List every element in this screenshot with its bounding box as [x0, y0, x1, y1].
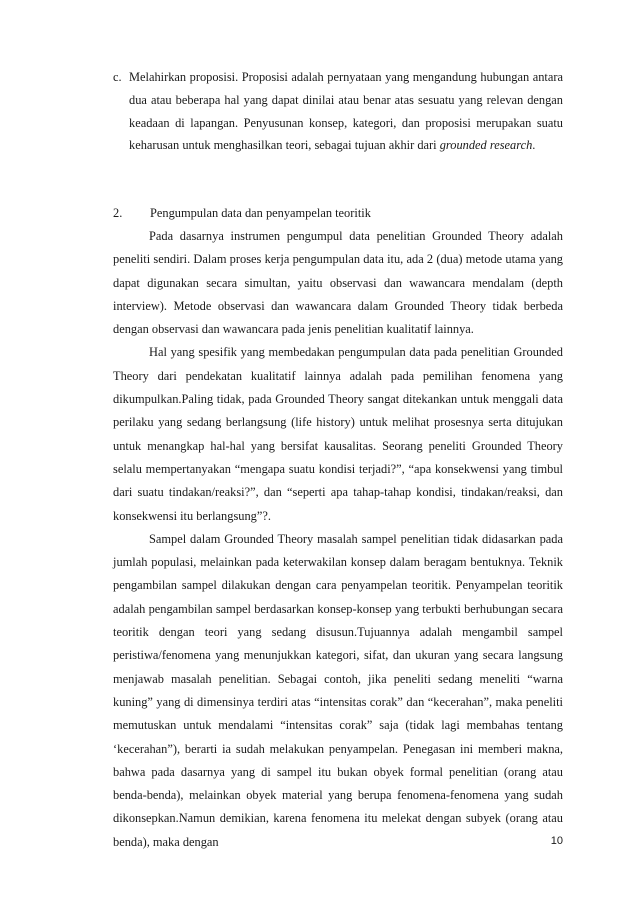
list-item-text-main: Melahirkan proposisi. Proposisi adalah pernyataan yang mengandung hubungan antara dua atau beberapa hal yang dapat dinilai atau benar atas sesuatu yang relevan dengan keadaan di lapangan. Penyusunan konsep, kategori, dan proposisi merupakan suatu keharusan untuk menghasilkan teori, sebagai tujuan akhir dari — [129, 70, 563, 153]
list-marker: c. — [113, 70, 122, 84]
paragraph-1: Pada dasarnya instrumen pengumpul data penelitian Grounded Theory adalah peneliti sendiri. Dalam proses kerja pengumpulan data itu, ada 2 (dua) metode utama yang dapat digunakan secara simultan, yaitu observasi dan wawancara mendalam (depth interview). Metode observasi dan wawancara dalam Grounded Theory tidak berbeda dengan observasi dan wawancara pada jenis penelitian kualitatif lainnya. — [113, 229, 563, 337]
section-heading — [113, 202, 563, 225]
list-item-text — [129, 66, 563, 157]
paragraph-2: Hal yang spesifik yang membedakan pengumpulan data pada penelitian Grounded Theory dari pendekatan kualitatif lainnya adalah pada pemilihan fenomena yang dikumpulkan.Paling tidak, pada Grounded Theory sangat ditekankan untuk menggali data perilaku yang sedang berlangsung (life history) untuk melihat prosesnya serta ditujukan untuk menangkap hal-hal yang bersifat kausalitas. Seorang peneliti Grounded Theory selalu mempertanyakan “mengapa suatu kondisi terjadi?”, “apa konsekwensi yang timbul dari suatu tindakan/reaksi?”, dan “seperti apa tahap-tahap kondisi, tindakan/reaksi, dan konsekwensi itu berlangsung”?. — [113, 345, 563, 523]
italic-term: grounded research — [439, 138, 533, 153]
paragraph-3: Sampel dalam Grounded Theory masalah sampel penelitian tidak didasarkan pada jumlah populasi, melainkan pada keterwakilan konsep dalam beragam bentuknya. Teknik pengambilan sampel dilakukan dengan cara penyampelan teoritik. Penyampelan teoritik adalah pengambilan sampel berdasarkan konsep-konsep yang terbukti berhubungan secara teoritik dengan teori yang sedang disusun.Tujuannya adalah mengambil sampel peristiwa/fenomena yang menunjukkan kategori, sifat, dan ukuran yang secara langsung menjawab masalah penelitian. Sebagai contoh, jika peneliti sedang meneliti “warna kuning” yang di dimensinya terdiri atas “intensitas corak” dan “kecerahan”, maka peneliti memutuskan untuk mendalami “intensitas corak” saja (tidak lagi membahas tentang ‘kecerahan”), berarti ia sudah melakukan penyampelan. Penegasan ini memberi makna, bahwa pada dasarnya yang di sampel itu bukan obyek formal penelitian (orang atau benda-benda), melainkan obyek material yang berupa fenomena-fenomena yang sudah dikonsepkan.Namun demikian, karena fenomena itu melekat dengan subyek (orang atau benda), maka dengan — [113, 531, 563, 849]
section-number: 2. — [113, 206, 123, 220]
list-item-c — [113, 66, 563, 157]
list-item-text-end: . — [532, 138, 536, 153]
page-number: 10 — [550, 835, 563, 847]
section-title: Pengumpulan data dan penyampelan teoritik — [150, 206, 371, 220]
section-body — [113, 225, 563, 854]
